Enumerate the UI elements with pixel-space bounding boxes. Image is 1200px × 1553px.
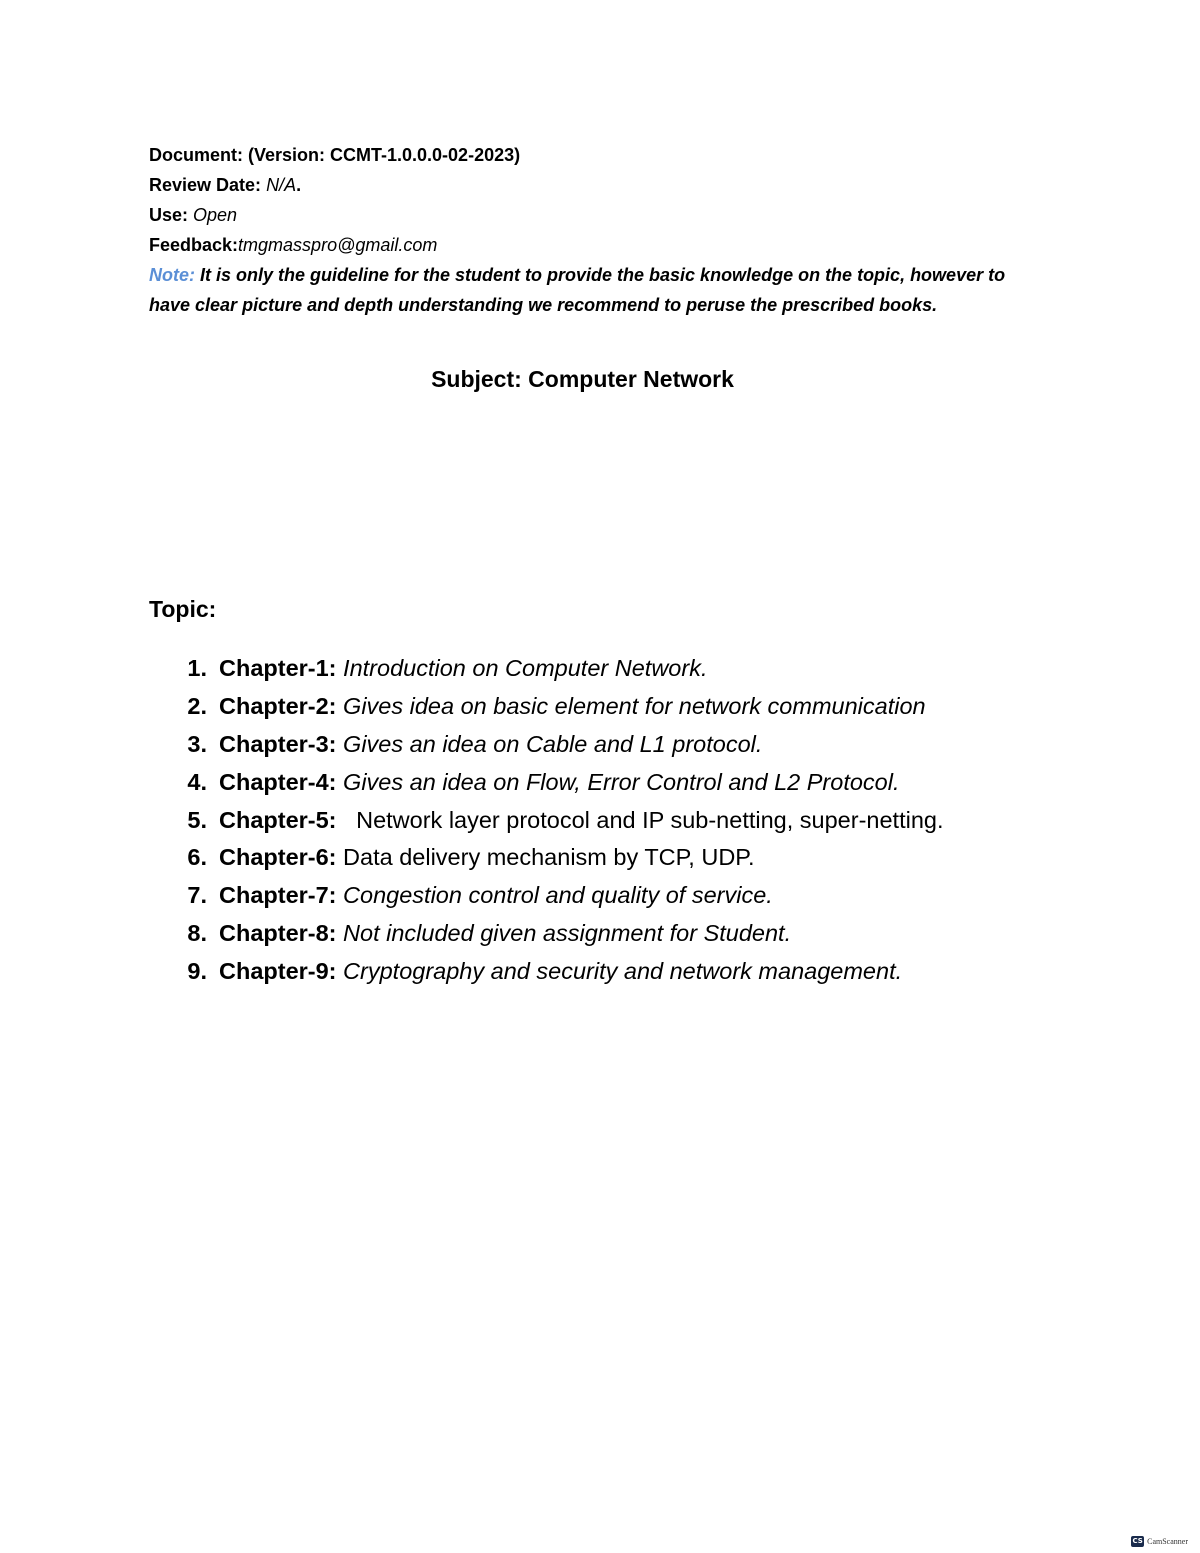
chapter-number: 5. <box>187 806 207 833</box>
chapter-label: Chapter-5: <box>219 806 337 833</box>
feedback-label: Feedback: <box>149 235 239 255</box>
chapter-description: Gives an idea on Cable and L1 protocol. <box>343 730 763 757</box>
feedback-line <box>149 230 1049 260</box>
chapter-description: Cryptography and security and network management. <box>343 958 903 985</box>
review-date-suffix: . <box>296 175 302 195</box>
chapter-number: 4. <box>187 768 207 795</box>
use-value: Open <box>193 205 238 225</box>
use-line <box>149 200 1049 230</box>
chapter-number: 6. <box>187 844 207 871</box>
note-text-1: It is only the guideline for the student to provide the basic knowledge on the topic, however to <box>200 265 1006 285</box>
chapter-label: Chapter-1: <box>219 655 337 681</box>
chapter-item <box>149 726 944 764</box>
chapter-label: Chapter-3: <box>219 730 337 757</box>
chapter-label: Chapter-9: <box>219 958 337 985</box>
chapter-number: 3. <box>187 730 207 757</box>
chapter-list <box>149 650 944 991</box>
chapter-label: Chapter-4: <box>219 768 337 795</box>
chapter-item <box>149 839 944 877</box>
chapter-number: 8. <box>187 920 207 947</box>
camscanner-text: CamScanner <box>1147 1537 1188 1546</box>
review-date-label: Review Date: <box>149 175 262 195</box>
chapter-item <box>149 688 944 726</box>
chapter-item <box>149 877 944 915</box>
note-label: Note: <box>149 265 195 285</box>
document-version-line <box>149 140 1049 170</box>
feedback-email: tmgmasspro@gmail.com <box>238 235 438 255</box>
chapter-description: Data delivery mechanism by TCP, UDP. <box>343 844 755 871</box>
chapter-item <box>149 650 944 688</box>
chapter-number: 7. <box>187 882 207 909</box>
chapter-label: Chapter-6: <box>219 844 337 871</box>
camscanner-logo-icon: CS <box>1132 1537 1143 1545</box>
document-metadata <box>149 140 1049 320</box>
chapter-description: Congestion control and quality of service. <box>343 882 773 909</box>
topic-heading: Topic: <box>149 596 217 622</box>
note-line-2 <box>149 290 1049 320</box>
chapter-item <box>149 915 944 953</box>
document-version: Document: (Version: CCMT-1.0.0.0-02-2023) <box>149 145 521 165</box>
chapter-label: Chapter-8: <box>219 920 337 947</box>
chapter-description: Network layer protocol and IP sub-netting, super-netting. <box>343 806 944 833</box>
chapter-description: Gives an idea on Flow, Error Control and L2 Protocol. <box>343 768 900 795</box>
camscanner-watermark <box>1131 1536 1188 1547</box>
chapter-item <box>149 802 944 840</box>
chapter-label: Chapter-7: <box>219 882 337 909</box>
chapter-description: Gives idea on basic element for network communication <box>343 692 926 719</box>
chapter-item <box>149 764 944 802</box>
chapter-label: Chapter-2: <box>219 692 337 719</box>
review-date-value: N/A <box>266 175 297 195</box>
chapter-number: 1. <box>187 655 207 681</box>
chapter-description: Introduction on Computer Network. <box>343 655 708 681</box>
chapter-number: 2. <box>187 692 207 719</box>
chapter-item <box>149 953 944 991</box>
chapter-description: Not included given assignment for Student. <box>343 920 792 947</box>
note-text-2: have clear picture and depth understanding we recommend to peruse the prescribed books. <box>149 295 938 315</box>
subject-title: Subject: Computer Network <box>431 366 734 392</box>
use-label: Use: <box>149 205 189 225</box>
note-line-1 <box>149 260 1049 290</box>
review-date-line <box>149 170 1049 200</box>
chapter-number: 9. <box>187 958 207 985</box>
